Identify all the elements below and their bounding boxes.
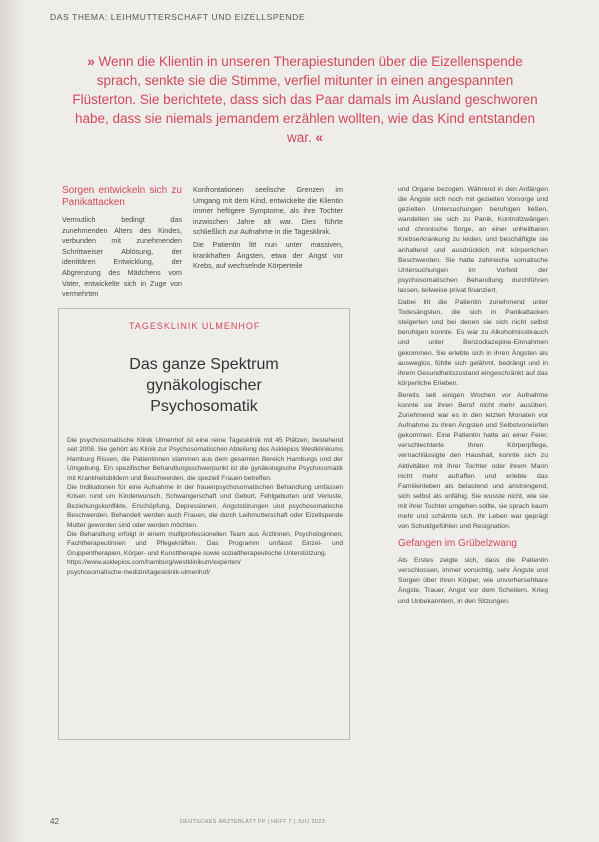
- box-title-line-2: gynäkologischer: [146, 377, 262, 394]
- box-paragraph-3: Die Behandlung erfolgt in einem multiprofessionellen Team aus Ärztinnen, Psychologinnen, Fachtherapeutinnen und Pflegekräften. Das Programm umfasst Einzel- und Gruppentherapien, Körper- und Kunsttherapie sowie sozialtherapeutische Unterstützung.: [67, 531, 343, 557]
- box-link-line-2[interactable]: psychosomatische-medizin/tagesklinik-ulmenhof/: [67, 568, 210, 576]
- col3-heading: Gefangen im Grübelzwang: [398, 538, 517, 550]
- box-title-line-3: Psychosomatik: [150, 398, 258, 415]
- section-header-text: DAS THEMA: LEIHMUTTERSCHAFT UND EIZELLSPENDE: [50, 12, 306, 22]
- col3-paragraph-4: Als Erstes zeigte sich, dass die Patientin verschlossen, immer vorsichtig, sehr Ängste und Sorgen über ihren Körper, wie unvorhersehbare Ängste, Trauer, Angst vor dem Scheitern, Krieg und Unbekanntem, in den Sitzungen.: [398, 557, 548, 605]
- page-number: 42: [50, 817, 59, 826]
- box-paragraph-2: Die Indikationen für eine Aufnahme in der frauenpsychosomatischen Behandlung umfassen Krisen rund um Kinderwunsch, Schwangerschaft und Geburt, Fehlgeburten und Verluste, Beziehungskonflikte, Erschöpfung, Depressionen, Angststörungen und psychosomatische Beschwerden. Behandelt werden auch Frauen, die durch Leihmutterschaft oder Eizellspende Mutter geworden sind oder werden möchten.: [67, 484, 343, 529]
- column-3: [398, 185, 548, 609]
- col2-paragraph-1: Konfrontationen seelische Grenzen im Umgang mit dem Kind, entwickelte die Klientin immer heftigere Symptome, als ihre Tochter inzwischen Jahre alt war. Dies führte schließlich zur Aufnahme in die Tagesklinik.: [193, 185, 343, 237]
- column-1: [62, 185, 182, 302]
- pullquote: [70, 52, 540, 147]
- col1-heading: Sorgen entwickeln sich zu Panikattacken: [62, 185, 182, 208]
- col2-paragraph-2: Die Patientin litt nun unter massiven, krankhaften Ängsten, etwa der Angst vor Krebs, auf wechselnde Körperteile: [193, 239, 343, 271]
- col3-paragraph-1: und Organe bezogen. Während in den Anfängen die Ängste sich noch mit gezielten Vorsorge und gezielten Untersuchungen beruhigen ließen, wandelten sie sich zu Panik, Kontrollzwängen und chronische Sorge, an einer unheilbaren Krebserkrankung zu leiden, und beschäftigte sie anhaltend und ausdrücklich mit körperlichen Beschwerden. Sie hatte zahlreiche somatische Untersuchungen im Vorfeld der psychosomatischen Behandlung durchführen lassen, teilweise privat finanziert.: [398, 186, 548, 294]
- box-label: TAGESKLINIK ULMENHOF: [129, 321, 261, 331]
- box-body: [67, 436, 343, 577]
- quote-close-mark: «: [315, 130, 324, 145]
- pullquote-text: Wenn die Klientin in unseren Therapiestunden über die Eizellenspende sprach, senkte sie die Stimme, verfiel mitunter in einen angespannten Flüsterton. Sie berichtete, dass sich das Paar damals im Ausland geschworen habe, dass sie niemals jemandem erzählen wollten, wie das Kind entstanden war.: [72, 54, 538, 145]
- box-link-line-1[interactable]: https://www.asklepios.com/hamburg/westklinikum/experten/: [67, 559, 241, 567]
- page-edge-shadow: [0, 0, 26, 842]
- column-2: [193, 185, 343, 274]
- footer-line: DEUTSCHES ÄRZTEBLATT PP | HEFT 7 | JULI 2023: [180, 819, 325, 825]
- col1-text: Vermutlich bedingt das zunehmenden Alters des Kindes, verbunden mit zunehmenden Schrittweiser Ablösung, der identitären Entwicklung, der Abgrenzung des Mädchens vom Vater, entwickelte sich in Zuge von vermehrten: [62, 215, 182, 299]
- box-paragraph-1: Die psychosomatische Klinik Ulmenhof ist eine reine Tagesklinik mit 45 Plätzen, bestehend seit 2008. Sie gehört als Klinik zur Psychosomatischen Abteilung des Asklepios Westklinikums Hamburg Rissen, die Patientinnen stammen aus dem gesamten Bereich Hamburgs und der Umgebung. Ein spezifischer Behandlungsschwerpunkt ist die gynäkologische Psychosomatik mit Krankheitsbildern und Beschwerden, die speziell Frauen betreffen.: [67, 437, 343, 482]
- info-box: [58, 308, 350, 740]
- box-title-line-1: Das ganze Spektrum: [129, 356, 279, 373]
- section-header: [50, 12, 305, 22]
- col3-paragraph-2: Dabei litt die Patientin zunehmend unter Todesängsten, die sich in Panikattacken steigerten und bei denen sie sich nicht selbst beruhigen konnte. Es war zu Alkoholmissbrauch und unter Benzodiazepine-Einnahmen gekommen. Sie erlebte sich in ihren Ängsten als ausweglos, fühlte sich gelähmt, bedrängt und in ihrem Gesundheitszustand eingeschränkt auf das körperliche Erleben.: [398, 299, 548, 387]
- col3-paragraph-3: Bereits seit einigen Wochen vor Aufnahme konnte sie ihren Beruf nicht mehr ausüben. Zunehmend war es in den letzten Monaten vor Aufnahme zu ihren Ängsten und Selbstvorwürfen gekommen. Eine Patientin hatte an einer Feier, verschlechterte Ihren Körperpflege, vernachlässigte den Haushalt, konnte sich zu Aktivitäten mit ihrer Tochter oder ihrem Mann nicht mehr aufraffen und erlebte das Familienleben als belastend und anstrengend, sich selbst als unfähig. Sie wusste nicht, wie sie mit ihrer Tochter umgehen sollte, sie sprach kaum mehr und schämte sich. Ihr Leben war geprägt von Schuldgefühlen und Resignation.: [398, 391, 548, 531]
- quote-open-mark: »: [87, 54, 95, 69]
- box-title: [59, 354, 349, 417]
